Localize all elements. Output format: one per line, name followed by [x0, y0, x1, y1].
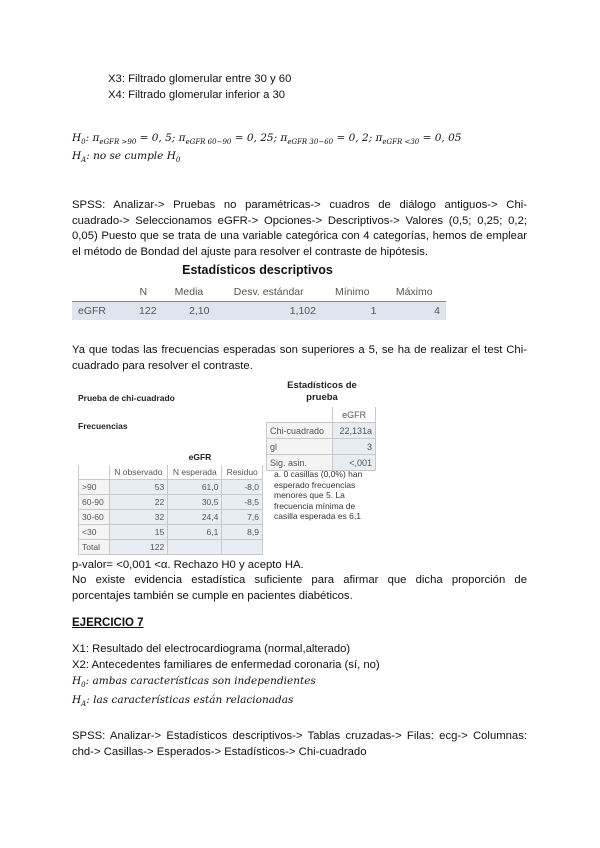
stat-row	[267, 439, 376, 455]
desc-header	[72, 283, 124, 302]
desc-cell: 1,102	[215, 302, 322, 321]
freq-cell: 61,0	[168, 480, 222, 495]
freq-cell: 32	[109, 510, 168, 525]
chi-test-title: Prueba de chi-cuadrado	[78, 393, 175, 403]
desc-header: Máximo	[382, 283, 446, 302]
freq-cell: 15	[109, 525, 168, 540]
conclusion: No existe evidencia estadística suficiente para afirmar que dicha proporción de porcentajes también se cumple en pacientes diabéticos.	[72, 574, 527, 602]
freq-header: N observado	[109, 465, 168, 480]
h0-hypothesis-ej7: $H_0$: ambas características son independientes	[72, 675, 316, 690]
freq-label: Frecuencias	[78, 421, 128, 431]
x1-line: X1: Resultado del electrocardiograma (normal,alterado)	[72, 643, 351, 655]
freq-cell: 7,6	[222, 510, 263, 525]
freq-cell: 60-90	[79, 495, 110, 510]
paragraph-2: Ya que todas las frecuencias esperadas son superiores a 5, se ha de realizar el test Chi-cuadrado para resolver el contraste.	[72, 344, 527, 372]
freq-cell: 8,9	[222, 525, 263, 540]
freq-cell: Total	[79, 540, 110, 555]
freq-row	[79, 525, 263, 540]
stat-footnote: a. 0 casillas (0,0%) han esperado frecuencias menores que 5. La frecuencia mínima de casilla esperada es 6,1	[274, 469, 363, 522]
freq-table	[78, 465, 263, 555]
stat-header-row	[267, 407, 376, 423]
freq-cell	[222, 540, 263, 555]
stat-empty	[267, 407, 333, 423]
stat-cell: gl	[267, 439, 333, 455]
desc-header: N	[124, 283, 162, 302]
freq-cell: 122	[109, 540, 168, 555]
freq-cell: >90	[79, 480, 110, 495]
desc-header: Mínimo	[322, 283, 382, 302]
freq-row	[79, 495, 263, 510]
stat-cell: Chi-cuadrado	[267, 423, 333, 439]
freq-table-title: eGFR	[188, 452, 212, 462]
freq-cell: 30,5	[168, 495, 222, 510]
spss-paragraph-1: SPSS: Analizar-> Pruebas no paramétricas-> cuadros de diálogo antiguos-> Chi-cuadrado-> Seleccionamos eGFR-> Opciones-> Descriptivos-> Valores (0,5; 0,25; 0,2; 0,05) Puesto que se trata de una variable categórica con 4 categorías, hemos de emplear el método de Bondad del ajuste para resolver el contraste de hipótesis.	[72, 199, 527, 258]
stat-cell: 22,131a	[333, 423, 376, 439]
exercise-heading: EJERCICIO 7	[72, 617, 144, 629]
desc-cell: 2,10	[163, 302, 216, 321]
stat-cell: Sig. asin.	[267, 455, 333, 471]
stat-table	[266, 407, 376, 471]
stat-row	[267, 423, 376, 439]
freq-row	[79, 540, 263, 555]
desc-table-title: Estadísticos descriptivos	[182, 263, 333, 277]
pvalue-line: p-valor= <0,001 <α. Rechazo H0 y acepto HA.	[72, 559, 304, 571]
x3-line: X3: Filtrado glomerular entre 30 y 60	[108, 73, 292, 85]
desc-table	[72, 283, 446, 320]
desc-header-row	[72, 283, 446, 302]
stat-cell: 3	[333, 439, 376, 455]
spss-paragraph-3: SPSS: Analizar-> Estadísticos descriptivos-> Tablas cruzadas-> Filas: ecg-> Columnas: chd-> Casillas-> Esperados-> Estadísticos-> Chi-cuadrado	[72, 730, 527, 758]
freq-cell: 30-60	[79, 510, 110, 525]
desc-header: Desv. estándar	[215, 283, 322, 302]
freq-cell	[168, 540, 222, 555]
desc-header: Media	[163, 283, 216, 302]
freq-cell: 22	[109, 495, 168, 510]
freq-header: Residuo	[222, 465, 263, 480]
freq-cell: 24,4	[168, 510, 222, 525]
stat-table-title: Estadísticos de prueba	[287, 380, 357, 403]
x4-line: X4: Filtrado glomerular inferior a 30	[108, 89, 286, 101]
x2-line: X2: Antecedentes familiares de enfermedad coronaria (sí, no)	[72, 659, 380, 671]
ha-hypothesis-ej7: $H_A$: las características están relacionadas	[72, 694, 294, 709]
desc-cell: 122	[124, 302, 162, 321]
ha-hypothesis: $H_A$: no se cumple $H_0$	[72, 150, 181, 165]
freq-cell: 53	[109, 480, 168, 495]
desc-cell: 1	[322, 302, 382, 321]
h0-hypothesis: $H_0$: $\pi_{eGFR >90} = 0$, 5; $\pi_{eGFR 60-90} = 0$, 25; $\pi_{eGFR 30-60} = 0$, 2; $\pi_{eGFR <30} = 0$, 05	[72, 132, 462, 147]
desc-cell: eGFR	[72, 302, 124, 321]
desc-data-row	[72, 302, 446, 321]
freq-cell: -8,0	[222, 480, 263, 495]
freq-row	[79, 510, 263, 525]
freq-cell: <30	[79, 525, 110, 540]
freq-header-row	[79, 465, 263, 480]
freq-cell: 6,1	[168, 525, 222, 540]
desc-cell: 4	[382, 302, 446, 321]
freq-cell: -8,5	[222, 495, 263, 510]
stat-cell: <,001	[333, 455, 376, 471]
freq-header	[79, 465, 110, 480]
freq-row	[79, 480, 263, 495]
stat-header: eGFR	[333, 407, 376, 423]
freq-header: N esperada	[168, 465, 222, 480]
